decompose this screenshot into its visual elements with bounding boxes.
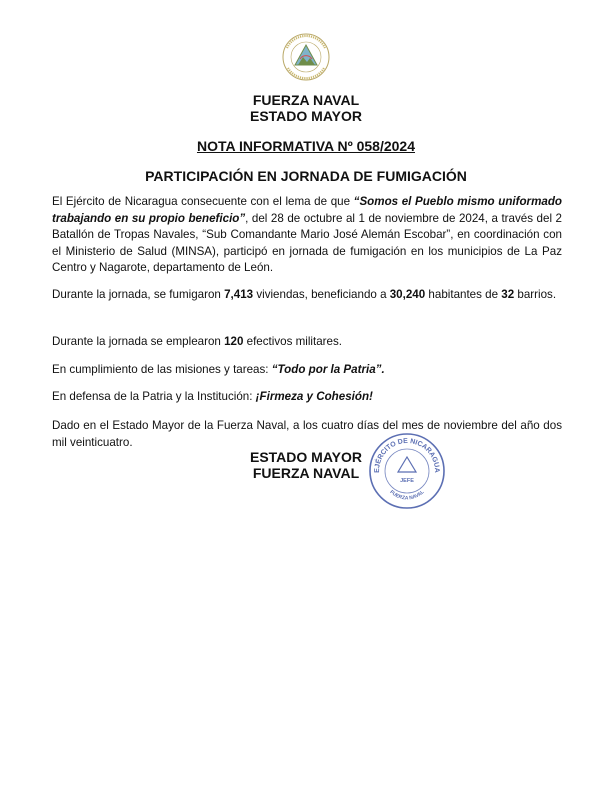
- barrios-count: 32: [501, 288, 515, 301]
- organization-name: FUERZA NAVAL: [252, 92, 360, 108]
- mission-quote: “Todo por la Patria”.: [271, 363, 385, 376]
- coat-of-arms-seal-icon: [281, 32, 331, 82]
- signature-line-1: ESTADO MAYOR: [249, 449, 362, 465]
- defense-quote: ¡Firmeza y Cohesión!: [255, 390, 373, 403]
- paragraph-personnel: Durante la jornada se emplearon 120 efectivos militares.: [52, 335, 342, 348]
- svg-text:EJÉRCITO DE NICARAGUA: EJÉRCITO DE NICARAGUA: [373, 437, 441, 473]
- department-name: ESTADO MAYOR: [249, 108, 362, 124]
- document-number: NOTA INFORMATIVA Nº 058/2024: [196, 138, 415, 154]
- habitantes-count: 30,240: [389, 288, 426, 301]
- signature-line-2: FUERZA NAVAL: [252, 465, 360, 481]
- paragraph-intro: El Ejército de Nicaragua consecuente con el lema de que “Somos el Pueblo mismo uniformado trabajando en su propio beneficio”, del 28 de octubre al 1 de noviembre de 2024, a través del 2 Batallón de Tropas Navales, “Sub Comandante Mario José Alemán Escobar”, en coordinación con el Ministerio de Salud (MINSA), participó en jornada de fumigación en los municipios de La Paz Centro y Nagarote, departamento de León.: [52, 195, 562, 274]
- efectivos-count: 120: [224, 335, 244, 348]
- svg-text:JEFE: JEFE: [400, 478, 414, 484]
- paragraph-results: Durante la jornada, se fumigaron 7,413 viviendas, beneficiando a 30,240 habitantes de 32 barrios.: [52, 288, 557, 301]
- paragraph-defense: En defensa de la Patria y la Institución: ¡Firmeza y Cohesión!: [52, 390, 373, 403]
- svg-text:FUERZA NAVAL: FUERZA NAVAL: [388, 489, 426, 502]
- official-stamp-icon: [367, 431, 447, 511]
- viviendas-count: 7,413: [224, 288, 254, 301]
- paragraph-mission: En cumplimiento de las misiones y tareas: “Todo por la Patria”.: [52, 363, 385, 376]
- motto-quote: “Somos el Pueblo mismo uniformado trabajando en su propio beneficio”: [52, 195, 562, 225]
- paragraph-date: Dado en el Estado Mayor de la Fuerza Naval, a los cuatro días del mes de noviembre del año dos mil veinticuatro.: [52, 419, 562, 449]
- document-title: PARTICIPACIÓN EN JORNADA DE FUMIGACIÓN: [145, 168, 467, 184]
